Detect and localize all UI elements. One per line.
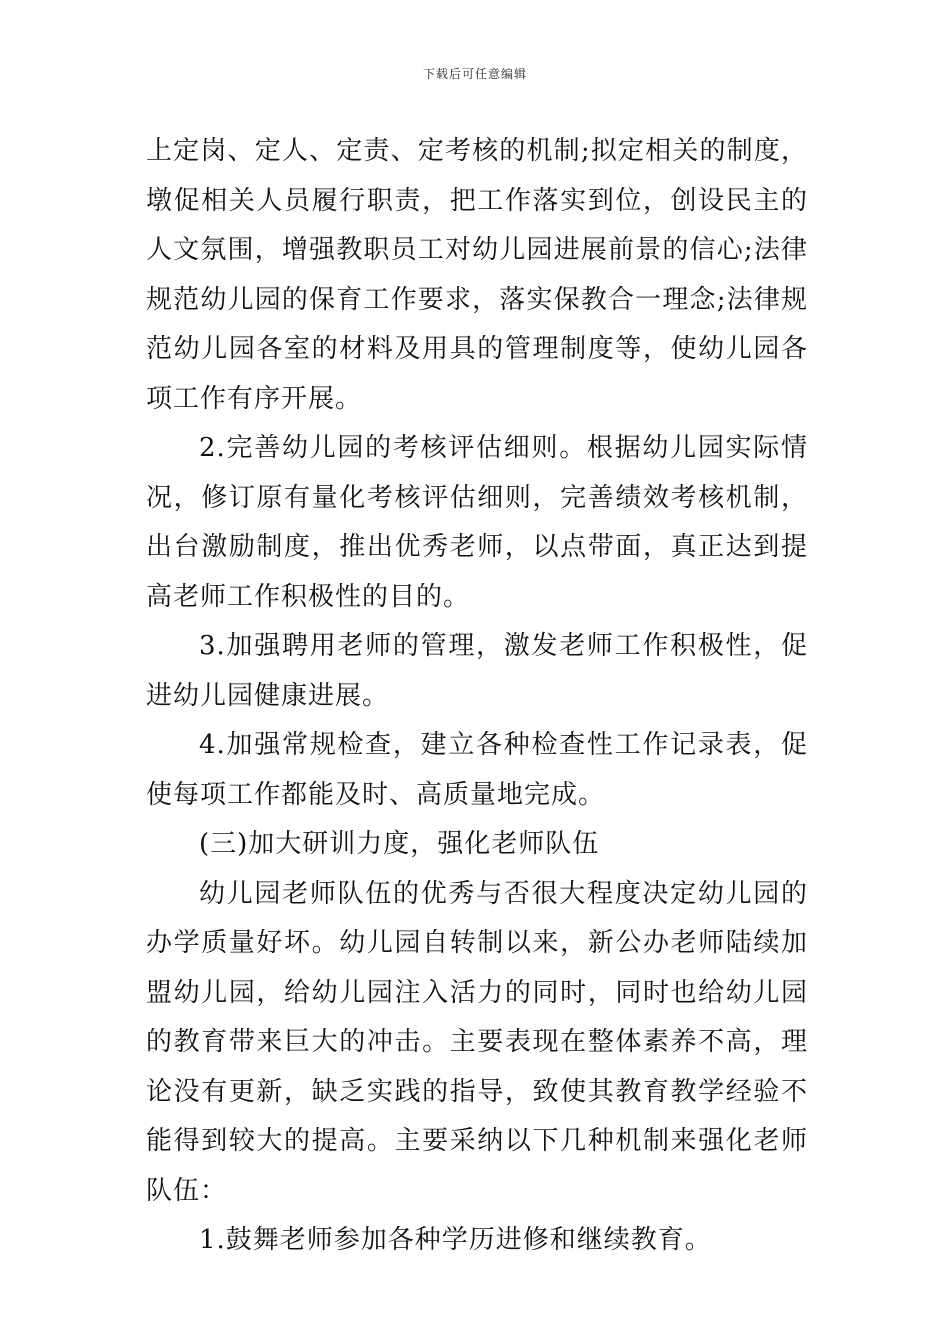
paragraph-responsibility-system: 上定岗、定人、定责、定考核的机制;拟定相关的制度，墩促相关人员履行职责，把工作落实到位，创设民主的人文氛围，增强教职员工对幼儿园进展前景的信心;法律规范幼儿园的保育工作要求，落实保教合一理念;法律规范幼儿园各室的材料及用具的管理制度等，使幼儿园各项工作有序开展。 [146, 136, 808, 414]
paragraph-routine-inspection: 4.加强常规检查，建立各种检查性工作记录表，促使每项工作都能及时、高质量地完成。 [146, 730, 808, 810]
document-body [146, 127, 808, 1266]
paragraph-assessment-rules: 2.完善幼儿园的考核评估细则。根据幼儿园实际情况，修订原有量化考核评估细则，完善绩效考核机制，出台激励制度，推出优秀老师，以点带面，真正达到提高老师工作积极性的目的。 [146, 433, 808, 612]
paragraph-hired-teachers: 3.加强聘用老师的管理，激发老师工作积极性，促进幼儿园健康进展。 [146, 631, 808, 711]
page-header: 下载后可任意编辑 [422, 67, 527, 81]
section-heading: (三)加大研训力度，强化老师队伍 [199, 829, 600, 859]
paragraph-continuing-education: 1.鼓舞老师参加各种学历进修和继续教育。 [199, 1225, 712, 1255]
paragraph-teacher-team: 幼儿园老师队伍的优秀与否很大程度决定幼儿园的办学质量好坏。幼儿园自转制以来，新公办老师陆续加盟幼儿园，给幼儿园注入活力的同时，同时也给幼儿园的教育带来巨大的冲击。主要表现在整体素养不高，理论没有更新，缺乏实践的指导，致使其教育教学经验不能得到较大的提高。主要采纳以下几种机制来强化老师队伍： [146, 878, 808, 1206]
